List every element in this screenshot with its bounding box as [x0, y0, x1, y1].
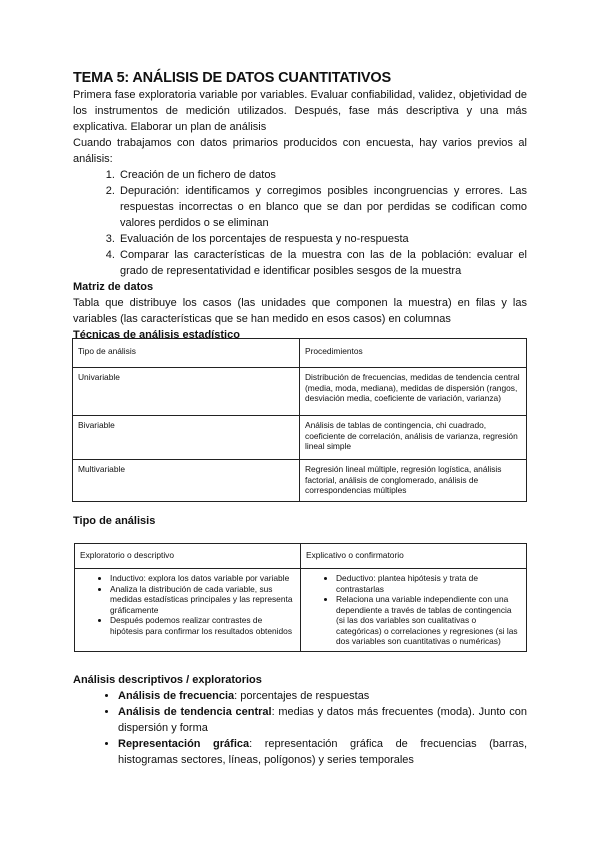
- intro-section: [73, 87, 527, 343]
- term: Representación gráfica: [118, 738, 250, 750]
- list-item: • Deductivo: plantea hipótesis y trata de contrastarlas: [336, 573, 521, 594]
- table-header-row: [73, 339, 527, 368]
- list-item: [118, 688, 527, 704]
- analysis-type-table: [74, 543, 527, 652]
- descriptivos-list: [73, 688, 527, 768]
- header-cell: Exploratorio o descriptivo: [75, 544, 301, 569]
- table-row: [73, 368, 527, 416]
- header-cell: Procedimientos: [300, 339, 527, 368]
- table-cell: [301, 569, 527, 652]
- definition: : porcentajes de respuestas: [234, 690, 370, 702]
- table-row: [75, 569, 527, 652]
- list-item: 3. Evaluación de los porcentajes de respuesta y no-respuesta: [118, 231, 527, 247]
- table-cell: [75, 569, 301, 652]
- definition: : medias y datos más frecuentes (moda). Junto con dispersión y forma: [118, 706, 527, 734]
- table-row: [73, 416, 527, 460]
- intro-paragraph-2: Cuando trabajamos con datos primarios producidos con encuesta, hay varios previos al análisis:: [73, 137, 527, 165]
- section-heading: Análisis descriptivos / exploratorios: [73, 674, 262, 686]
- section-heading: Tipo de análisis: [73, 515, 156, 527]
- section-heading: Técnicas de análisis estadístico: [73, 329, 240, 341]
- list-item: 2. Depuración: identificamos y corregimos posibles incongruencias y errores. Las respuestas incorrectas o en blanco que se dan por perdidas se codifican como valores perdidos o se eliminan: [118, 183, 527, 231]
- section-heading: Matriz de datos: [73, 281, 154, 293]
- table-header-row: [75, 544, 527, 569]
- definition: : representación gráfica de frecuencias (barras, histogramas sectores, líneas, polígonos) y series temporales: [118, 738, 528, 766]
- header-cell: Tipo de análisis: [73, 339, 300, 368]
- term: Análisis de frecuencia: [118, 690, 235, 702]
- list-item: • Después podemos realizar contrastes de hipótesis para confirmar los resultados obtenidos: [110, 615, 295, 636]
- techniques-table: [72, 338, 527, 502]
- table-cell: Regresión lineal múltiple, regresión logística, análisis factorial, análisis de conglomerado, análisis de correspondencias múltiples: [300, 460, 527, 502]
- list-item: • Inductivo: explora los datos variable por variable: [110, 573, 295, 584]
- list-item: 1. Creación de un fichero de datos: [118, 167, 527, 183]
- list-item: [118, 736, 527, 768]
- steps-list: [73, 167, 527, 279]
- list-item: • Relaciona una variable independiente con una dependiente a través de tablas de contingencia (si las dos variables son cualitativas o categóricas) o correlaciones y regresiones (si las dos variables son cuantitativas o numéricas): [336, 594, 521, 647]
- table-cell: Distribución de frecuencias, medidas de tendencia central (media, moda, mediana), medidas de dispersión (rangos, desviación media, coeficiente de variación, varianza): [300, 368, 527, 416]
- page-title: TEMA 5: ANÁLISIS DE DATOS CUANTITATIVOS: [73, 70, 391, 86]
- table-cell: Análisis de tablas de contingencia, chi cuadrado, coeficiente de correlación, análisis de varianza, regresión lineal simple: [300, 416, 527, 460]
- list-item: [118, 704, 527, 736]
- term: Análisis de tendencia central: [118, 706, 272, 718]
- matriz-paragraph: Tabla que distribuye los casos (las unidades que componen la muestra) en filas y las variables (las características que se han medido en esos casos) en columnas: [73, 297, 527, 325]
- list-item: • Analiza la distribución de cada variable, sus medidas estadísticas principales y las representa gráficamente: [110, 584, 295, 616]
- table-row: [73, 460, 527, 502]
- header-cell: Explicativo o confirmatorio: [301, 544, 527, 569]
- table-cell: Univariable: [73, 368, 300, 416]
- table-cell: Multivariable: [73, 460, 300, 502]
- intro-paragraph: Primera fase exploratoria variable por variables. Evaluar confiabilidad, validez, objetividad de los instrumentos de medición utilizados. Después, fase más descriptiva y una más explicativa. Elaborar un plan de análisis: [73, 89, 527, 133]
- list-item: 4. Comparar las características de la muestra con las de la población: evaluar el grado de representatividad e identificar posibles sesgos de la muestra: [118, 247, 527, 279]
- table-cell: Bivariable: [73, 416, 300, 460]
- descriptivos-section: [73, 672, 527, 768]
